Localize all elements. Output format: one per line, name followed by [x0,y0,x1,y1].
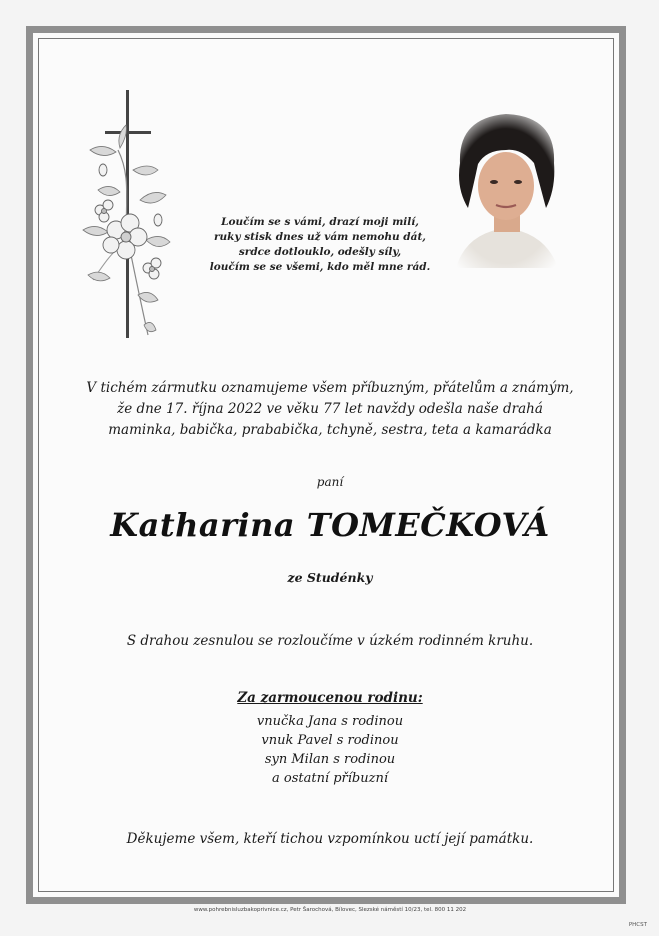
document-code: PHCST [628,922,647,928]
family-member: syn Milan s rodinou [264,752,396,767]
poem-line: Loučím se s vámi, drazí moji milí, [221,216,419,228]
poem-line: ruky stisk dnes už vám nemohu dát, [214,231,426,243]
family-list [60,712,600,788]
cross-with-flowers-icon [78,90,178,345]
honorific: paní [316,475,344,489]
family-member: vnuk Pavel s rodinou [261,733,399,748]
announcement-text [60,378,600,441]
portrait-photo [446,108,566,268]
announcement-line: V tichém zármutku oznamujeme všem příbuzným, přátelům a známým, [86,380,574,396]
family-member: a ostatní příbuzní [271,771,388,786]
thanks-text: Děkujeme všem, kteří tichou vzpomínkou uctí její památku. [126,831,534,847]
deceased-name: Katharina TOMEČKOVÁ [110,506,550,544]
family-member: vnučka Jana s rodinou [256,714,404,729]
poem [180,215,460,275]
announcement-line: že dne 17. října 2022 ve věku 77 let navždy odešla naše drahá [117,401,543,417]
footer-contact: www.pohrebnisluzbakoprivnice.cz, Petr Šarochová, Bílovec, Slezské náměstí 10/23, tel. 800 11 202 [193,907,467,913]
poem-line: srdce dotlouklo, odešly síly, [238,246,402,258]
farewell-text: S drahou zesnulou se rozloučíme v úzkém rodinném kruhu. [126,633,534,649]
origin: ze Studénky [287,570,373,585]
poem-line: loučím se se všemi, kdo měl mne rád. [209,261,431,273]
family-heading: Za zarmoucenou rodinu: [237,690,423,706]
announcement-line: maminka, babička, prababička, tchyně, sestra, teta a kamarádka [108,422,552,438]
